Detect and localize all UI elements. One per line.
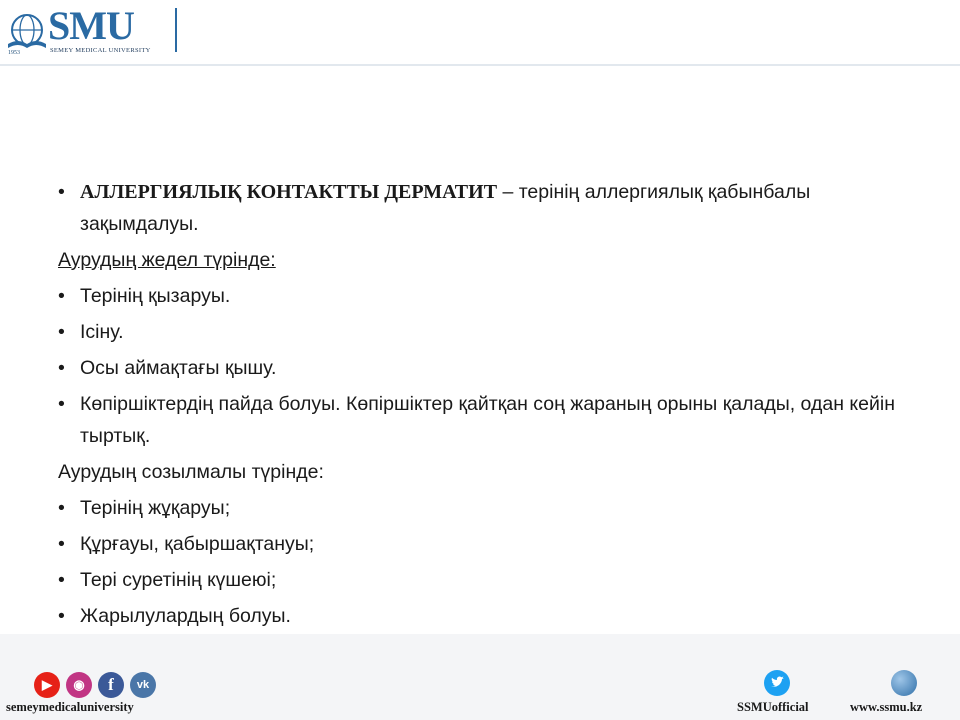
slide-footer (0, 634, 960, 720)
bullet-icon: • (58, 393, 65, 415)
bullet-icon: • (58, 321, 65, 343)
bullet-icon: • (58, 569, 65, 591)
chronic-heading: Аурудың созылмалы түрінде: (58, 461, 324, 483)
social-handle[interactable]: semeymedicaluniversity (6, 700, 134, 714)
acute-heading: Аурудың жедел түрінде: (58, 249, 276, 271)
twitter-handle[interactable]: SSMUofficial (737, 700, 809, 714)
slide-title: АЛЛЕРГИЯЛЫҚ КОНТАКТТЫ ДЕРМАТИТ (80, 181, 498, 203)
list-item (58, 280, 908, 312)
website-link[interactable]: www.ssmu.kz (850, 700, 923, 714)
slide-title-definition: – терінің аллергиялық қабынбалы зақымдалуы. (80, 181, 811, 235)
list-item-text: Терінің жұқаруы; (80, 497, 231, 519)
bullet-icon: • (58, 533, 65, 555)
list-item (58, 600, 908, 632)
website-globe-icon[interactable] (891, 670, 917, 696)
list-item (58, 352, 908, 384)
logo-year: 1953 (8, 50, 20, 56)
instagram-icon[interactable]: ◉ (66, 672, 92, 698)
list-item (58, 528, 908, 560)
list-item (58, 564, 908, 596)
list-item (58, 316, 908, 348)
youtube-icon[interactable]: ▶ (34, 672, 60, 698)
vk-icon[interactable]: vk (130, 672, 156, 698)
list-item-text: Осы аймақтағы қышу. (80, 357, 277, 379)
list-item (58, 388, 908, 452)
list-item-text: Терінің қызаруы. (80, 285, 231, 307)
list-item-text: Ісіну. (80, 321, 124, 343)
twitter-icon[interactable] (764, 670, 790, 696)
title-bullet-item (58, 176, 908, 240)
logo-divider (175, 8, 177, 52)
list-item-text: Тері суретінің күшеюі; (80, 569, 277, 591)
list-item (58, 492, 908, 524)
logo-wordmark: SMU (48, 3, 134, 48)
slide-body (58, 176, 908, 636)
bullet-icon: • (58, 285, 65, 307)
header-divider (0, 64, 960, 66)
list-item-text: Құрғауы, қабыршақтануы; (80, 533, 315, 555)
bullet-icon: • (58, 605, 65, 627)
bullet-icon: • (58, 181, 65, 203)
list-item-text: Жарылулардың болуы. (80, 605, 291, 627)
smu-logo (4, 3, 184, 58)
logo-subtitle: SEMEY MEDICAL UNIVERSITY (50, 47, 151, 54)
list-item-text: Көпіршіктердің пайда болуы. Көпіршіктер қайтқан соң жараның орыны қалады, одан кейін тыртық. (80, 393, 895, 447)
slide-header (0, 0, 960, 66)
facebook-icon[interactable]: f (98, 672, 124, 698)
bullet-icon: • (58, 497, 65, 519)
bullet-icon: • (58, 357, 65, 379)
